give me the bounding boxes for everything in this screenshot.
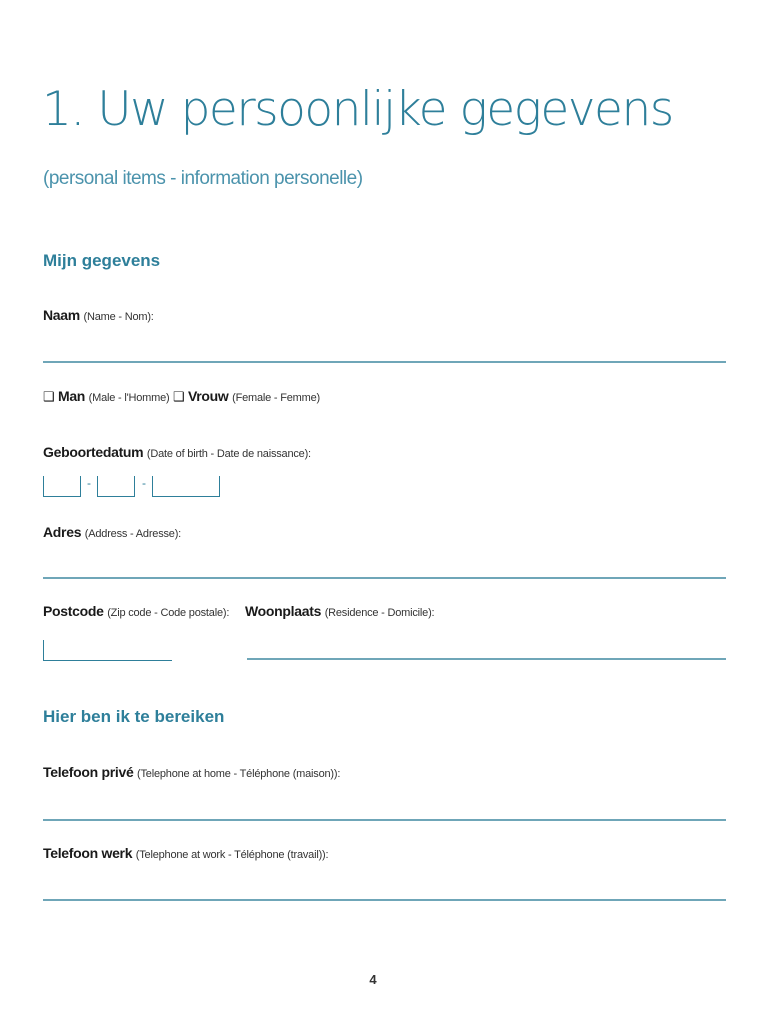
section-heading-mijn-gegevens: Mijn gegevens — [43, 251, 161, 270]
postcode-label-text: Postcode — [43, 603, 104, 619]
dob-year-input[interactable] — [152, 476, 220, 497]
adres-input-line[interactable] — [43, 577, 726, 579]
telefoon-prive-input-line[interactable] — [43, 819, 726, 821]
telefoon-werk-label — [43, 845, 328, 861]
postcode-input[interactable] — [43, 640, 172, 661]
telefoon-prive-label — [43, 764, 340, 780]
vrouw-translation: (Female - Femme) — [232, 392, 320, 404]
telefoon-werk-translation: (Telephone at work - Téléphone (travail)): — [135, 849, 329, 861]
telefoon-werk-input-line[interactable] — [43, 899, 726, 901]
dob-translation: (Date of birth - Date de naissance): — [146, 448, 311, 460]
man-label: Man — [57, 388, 86, 404]
adres-label — [43, 524, 181, 540]
vrouw-label: Vrouw — [188, 388, 229, 404]
woonplaats-input-line[interactable] — [247, 658, 726, 660]
woonplaats-translation: (Residence - Domicile): — [324, 607, 435, 619]
gender-row — [43, 388, 320, 405]
section-heading-bereikbaarheid: Hier ben ik te bereiken — [43, 707, 225, 726]
man-translation: (Male - l'Homme) — [88, 392, 170, 404]
naam-input-line[interactable] — [43, 361, 726, 363]
telefoon-werk-label-text: Telefoon werk — [43, 845, 133, 861]
telefoon-prive-translation: (Telephone at home - Téléphone (maison)): — [137, 768, 341, 780]
page-title: 1. Uw persoonlijke gegevens — [42, 82, 673, 137]
date-of-birth-field — [43, 476, 223, 496]
dob-separator-1: - — [87, 476, 91, 490]
naam-label — [43, 307, 154, 323]
dob-day-input[interactable] — [43, 476, 81, 497]
adres-label-text: Adres — [43, 524, 82, 540]
adres-translation: (Address - Adresse): — [84, 528, 182, 540]
dob-label-text: Geboortedatum — [43, 444, 144, 460]
man-checkbox[interactable]: ❑ — [43, 389, 55, 404]
telefoon-prive-label-text: Telefoon privé — [43, 764, 134, 780]
dob-month-input[interactable] — [97, 476, 135, 497]
page-subtitle: (personal items - information personelle) — [43, 168, 363, 189]
naam-label-text: Naam — [43, 307, 80, 323]
dob-label — [43, 444, 311, 460]
postcode-translation: (Zip code - Code postale): — [107, 607, 230, 619]
page-number: 4 — [369, 972, 377, 987]
postcode-label — [43, 603, 229, 619]
naam-translation: (Name - Nom): — [83, 311, 154, 323]
woonplaats-label — [245, 603, 434, 619]
dob-separator-2: - — [142, 476, 146, 490]
vrouw-checkbox[interactable]: ❑ — [173, 389, 185, 404]
woonplaats-label-text: Woonplaats — [245, 603, 322, 619]
